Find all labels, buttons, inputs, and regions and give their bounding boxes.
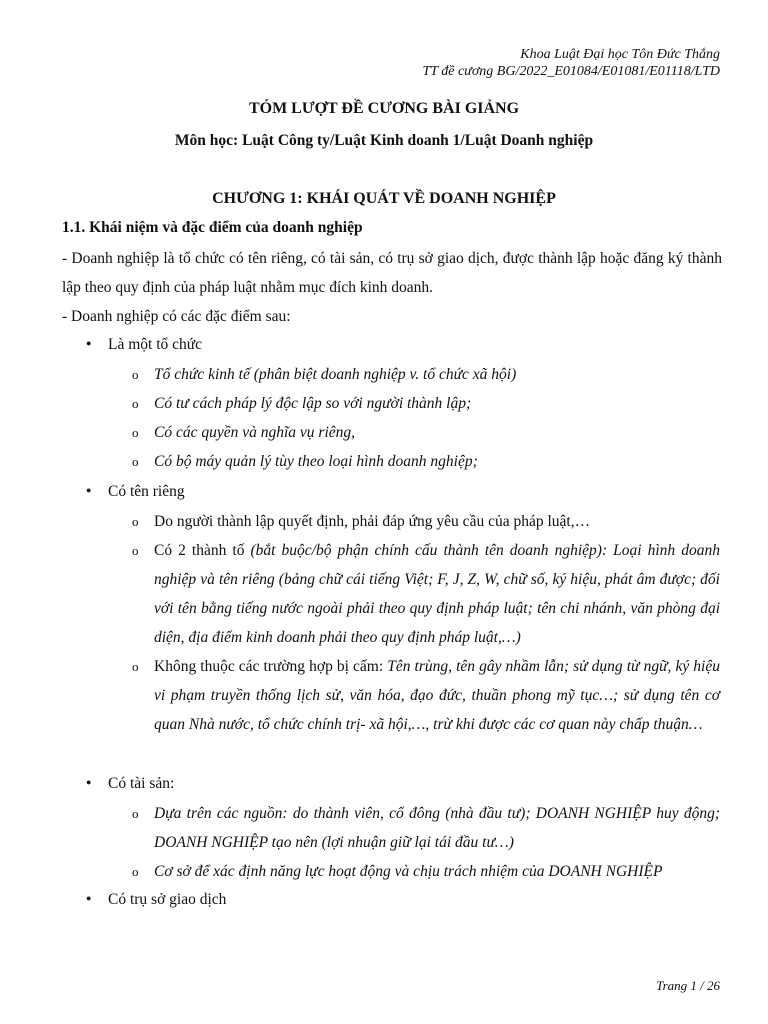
- header-document-code: TT đề cương BG/2022_E01084/E01081/E01118/LTD: [422, 64, 720, 79]
- sub-item: o Cơ sở để xác định năng lực hoạt động và chịu trách nhiệm của DOANH NGHIỆP: [154, 857, 720, 886]
- bullet-name: ● Có tên riêng: [108, 483, 185, 501]
- header-institution: Khoa Luật Đại học Tôn Đức Thắng: [520, 47, 720, 62]
- sub-item: o Do người thành lập quyết định, phải đáp ứng yêu cầu của pháp luật,…: [154, 507, 720, 536]
- bullet-office: ● Có trụ sở giao dịch: [108, 891, 226, 909]
- page-number: Trang 1 / 26: [656, 978, 720, 993]
- chapter-heading: CHƯƠNG 1: KHÁI QUÁT VỀ DOANH NGHIỆP: [212, 190, 556, 207]
- bullet-assets: ● Có tài sản:: [108, 775, 174, 793]
- sub-item-name-components: [154, 536, 720, 652]
- definition-paragraph: - Doanh nghiệp là tổ chức có tên riêng, có tài sản, có trụ sở giao dịch, được thành lập hoặc đăng ký thành lập theo quy định của pháp luật nhằm mục đích kinh doanh.: [62, 250, 722, 296]
- sub-item-prohibited-cases: [154, 652, 720, 739]
- characteristics-intro: - Doanh nghiệp có các đặc điểm sau:: [62, 308, 291, 325]
- document-header: [422, 46, 720, 80]
- subject-line: Môn học: Luật Công ty/Luật Kinh doanh 1/Luật Doanh nghiệp: [174, 132, 594, 149]
- section-heading: 1.1. Khái niệm và đặc điểm của doanh nghiệp: [62, 219, 363, 236]
- sub-item: o Dựa trên các nguồn: do thành viên, cổ đông (nhà đầu tư); DOANH NGHIỆP huy động; DOANH NGHIỆP tạo nên (lợi nhuận giữ lại tái đầu tư…): [154, 799, 720, 857]
- sub-item: o Tổ chức kinh tế (phân biệt doanh nghiệp v. tổ chức xã hội): [154, 360, 720, 389]
- document-title: TÓM LƯỢT ĐỀ CƯƠNG BÀI GIẢNG: [248, 100, 520, 117]
- sub-item: o Có bộ máy quản lý tùy theo loại hình doanh nghiệp;: [154, 447, 720, 476]
- sub-item-italic-text: (bắt buộc/bộ phận chính cấu thành tên doanh nghiệp): Loại hình doanh nghiệp và tên riêng (bảng chữ cái tiếng Việt; F, J, Z, W, chữ số, ký hiệu, phát âm được; đối với tên bằng tiếng nước ngoài phải theo quy định pháp luật; tên chi nhánh, văn phòng đại diện, địa điểm kinh doanh phải theo quy định pháp luật,…): [154, 542, 720, 646]
- sub-item: o Có các quyền và nghĩa vụ riêng,: [154, 418, 720, 447]
- sub-item-text: Không thuộc các trường hợp bị cấm:: [154, 658, 388, 675]
- sub-item: o Có tư cách pháp lý độc lập so với người thành lập;: [154, 389, 720, 418]
- sub-item-text: Có 2 thành tố: [154, 542, 251, 559]
- bullet-organization: ● Là một tổ chức: [108, 336, 202, 354]
- sub-item-italic-text: Tên trùng, tên gây nhầm lẫn; sử dụng từ ngữ, ký hiệu vi phạm truyền thống lịch sử, văn hóa, đạo đức, thuần phong mỹ tục…; sử dụng tên cơ quan Nhà nước, tổ chức chính trị- xã hội,…, trừ khi được các cơ quan này chấp thuận…: [154, 658, 720, 733]
